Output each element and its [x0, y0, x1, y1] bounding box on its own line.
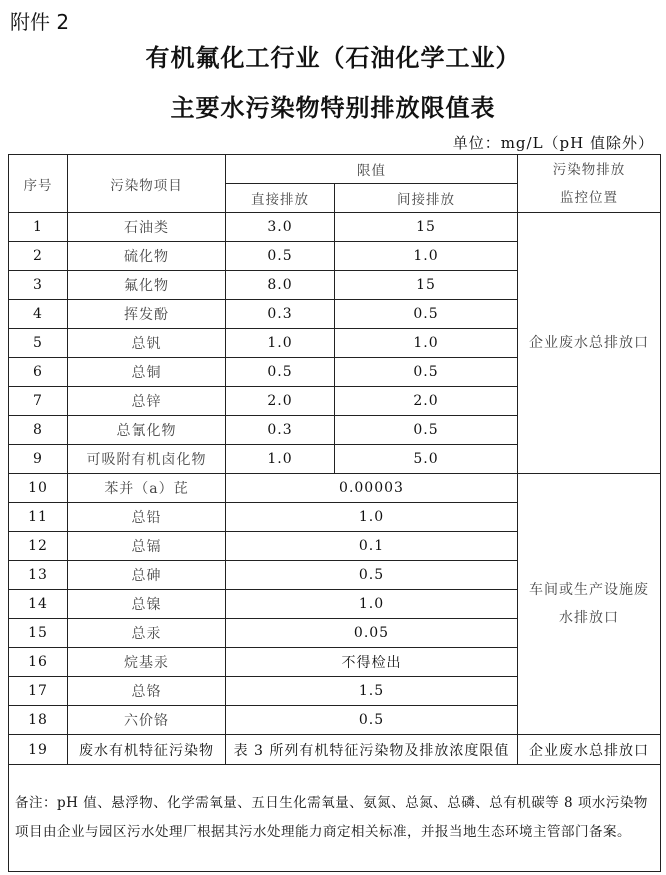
header-monitor — [518, 155, 661, 213]
row-limit: 0.05 — [226, 619, 518, 648]
row-item: 苯并（a）芘 — [68, 474, 226, 503]
monitor-location-row19: 企业废水总排放口 — [518, 735, 661, 765]
row-direct: 0.3 — [226, 416, 335, 445]
row-indirect: 1.0 — [335, 329, 518, 358]
row-seq: 1 — [9, 213, 68, 242]
row-limit: 1.0 — [226, 590, 518, 619]
monitor-location-group1: 企业废水总排放口 — [518, 213, 661, 474]
header-seq: 序号 — [9, 155, 68, 213]
header-direct: 直接排放 — [226, 184, 335, 213]
row-item: 总砷 — [68, 561, 226, 590]
row-item: 总氰化物 — [68, 416, 226, 445]
note-row — [9, 765, 661, 872]
row-item: 总钒 — [68, 329, 226, 358]
row-seq: 10 — [9, 474, 68, 503]
row-item: 挥发酚 — [68, 300, 226, 329]
table-note: 备注：pH 值、悬浮物、化学需氧量、五日生化需氧量、氨氮、总氮、总磷、总有机碳等 8 项水污染物项目由企业与园区污水处理厂根据其污水处理能力商定相关标准，并报当地生态环境主管部门备案。 — [9, 765, 661, 872]
row-direct: 2.0 — [226, 387, 335, 416]
row-seq: 16 — [9, 648, 68, 677]
row-item: 总铅 — [68, 503, 226, 532]
row-seq: 6 — [9, 358, 68, 387]
row-seq: 8 — [9, 416, 68, 445]
row-seq: 14 — [9, 590, 68, 619]
row-direct: 0.3 — [226, 300, 335, 329]
row-indirect: 1.0 — [335, 242, 518, 271]
row-item: 总镉 — [68, 532, 226, 561]
row-seq: 13 — [9, 561, 68, 590]
header-monitor-line2: 监控位置 — [560, 189, 618, 206]
row-seq: 4 — [9, 300, 68, 329]
monitor-location-group2-line2: 水排放口 — [559, 610, 619, 626]
row-seq: 5 — [9, 329, 68, 358]
row-direct: 3.0 — [226, 213, 335, 242]
monitor-location-group2-line1: 车间或生产设施废 — [529, 582, 649, 598]
row-direct: 0.5 — [226, 242, 335, 271]
row-seq: 11 — [9, 503, 68, 532]
row-seq: 15 — [9, 619, 68, 648]
row-item: 可吸附有机卤化物 — [68, 445, 226, 474]
row-item: 总汞 — [68, 619, 226, 648]
table-row — [9, 474, 661, 503]
row-item: 六价铬 — [68, 706, 226, 735]
row-item: 烷基汞 — [68, 648, 226, 677]
row-direct: 8.0 — [226, 271, 335, 300]
row-item: 氟化物 — [68, 271, 226, 300]
limits-table — [8, 154, 661, 872]
row-indirect: 15 — [335, 271, 518, 300]
row-indirect: 0.5 — [335, 416, 518, 445]
row-item: 总锌 — [68, 387, 226, 416]
header-limit: 限值 — [226, 155, 518, 184]
document-title-line2: 主要水污染物特别排放限值表 — [170, 94, 496, 122]
table-body — [9, 213, 661, 872]
row-seq: 2 — [9, 242, 68, 271]
row-seq: 12 — [9, 532, 68, 561]
row-seq: 3 — [9, 271, 68, 300]
row-item: 硫化物 — [68, 242, 226, 271]
row-seq: 17 — [9, 677, 68, 706]
row-seq: 19 — [9, 735, 68, 765]
header-indirect: 间接排放 — [335, 184, 518, 213]
table-row — [9, 213, 661, 242]
row-direct: 0.5 — [226, 358, 335, 387]
monitor-location-group2 — [518, 474, 661, 735]
row-direct: 1.0 — [226, 445, 335, 474]
row-item: 废水有机特征污染物 — [68, 735, 226, 765]
row-item: 总铜 — [68, 358, 226, 387]
row-seq: 7 — [9, 387, 68, 416]
row-indirect: 15 — [335, 213, 518, 242]
row-indirect: 5.0 — [335, 445, 518, 474]
header-pollutant: 污染物项目 — [68, 155, 226, 213]
row-indirect: 2.0 — [335, 387, 518, 416]
table-row — [9, 735, 661, 765]
row-limit: 0.00003 — [226, 474, 518, 503]
attachment-label: 附件 2 — [10, 10, 70, 34]
row-limit: 1.5 — [226, 677, 518, 706]
row-item: 总铬 — [68, 677, 226, 706]
row-seq: 18 — [9, 706, 68, 735]
row-seq: 9 — [9, 445, 68, 474]
row-item: 石油类 — [68, 213, 226, 242]
row-limit: 不得检出 — [226, 648, 518, 677]
row-limit: 0.1 — [226, 532, 518, 561]
row-limit: 表 3 所列有机特征污染物及排放浓度限值 — [226, 735, 518, 765]
row-limit: 0.5 — [226, 706, 518, 735]
document-title-line1: 有机氟化工行业（石油化学工业） — [145, 44, 521, 72]
row-direct: 1.0 — [226, 329, 335, 358]
row-limit: 1.0 — [226, 503, 518, 532]
row-item: 总镍 — [68, 590, 226, 619]
row-indirect: 0.5 — [335, 300, 518, 329]
row-indirect: 0.5 — [335, 358, 518, 387]
unit-note: 单位：mg/L（pH 值除外） — [452, 134, 654, 152]
row-limit: 0.5 — [226, 561, 518, 590]
header-monitor-line1: 污染物排放 — [552, 161, 626, 178]
